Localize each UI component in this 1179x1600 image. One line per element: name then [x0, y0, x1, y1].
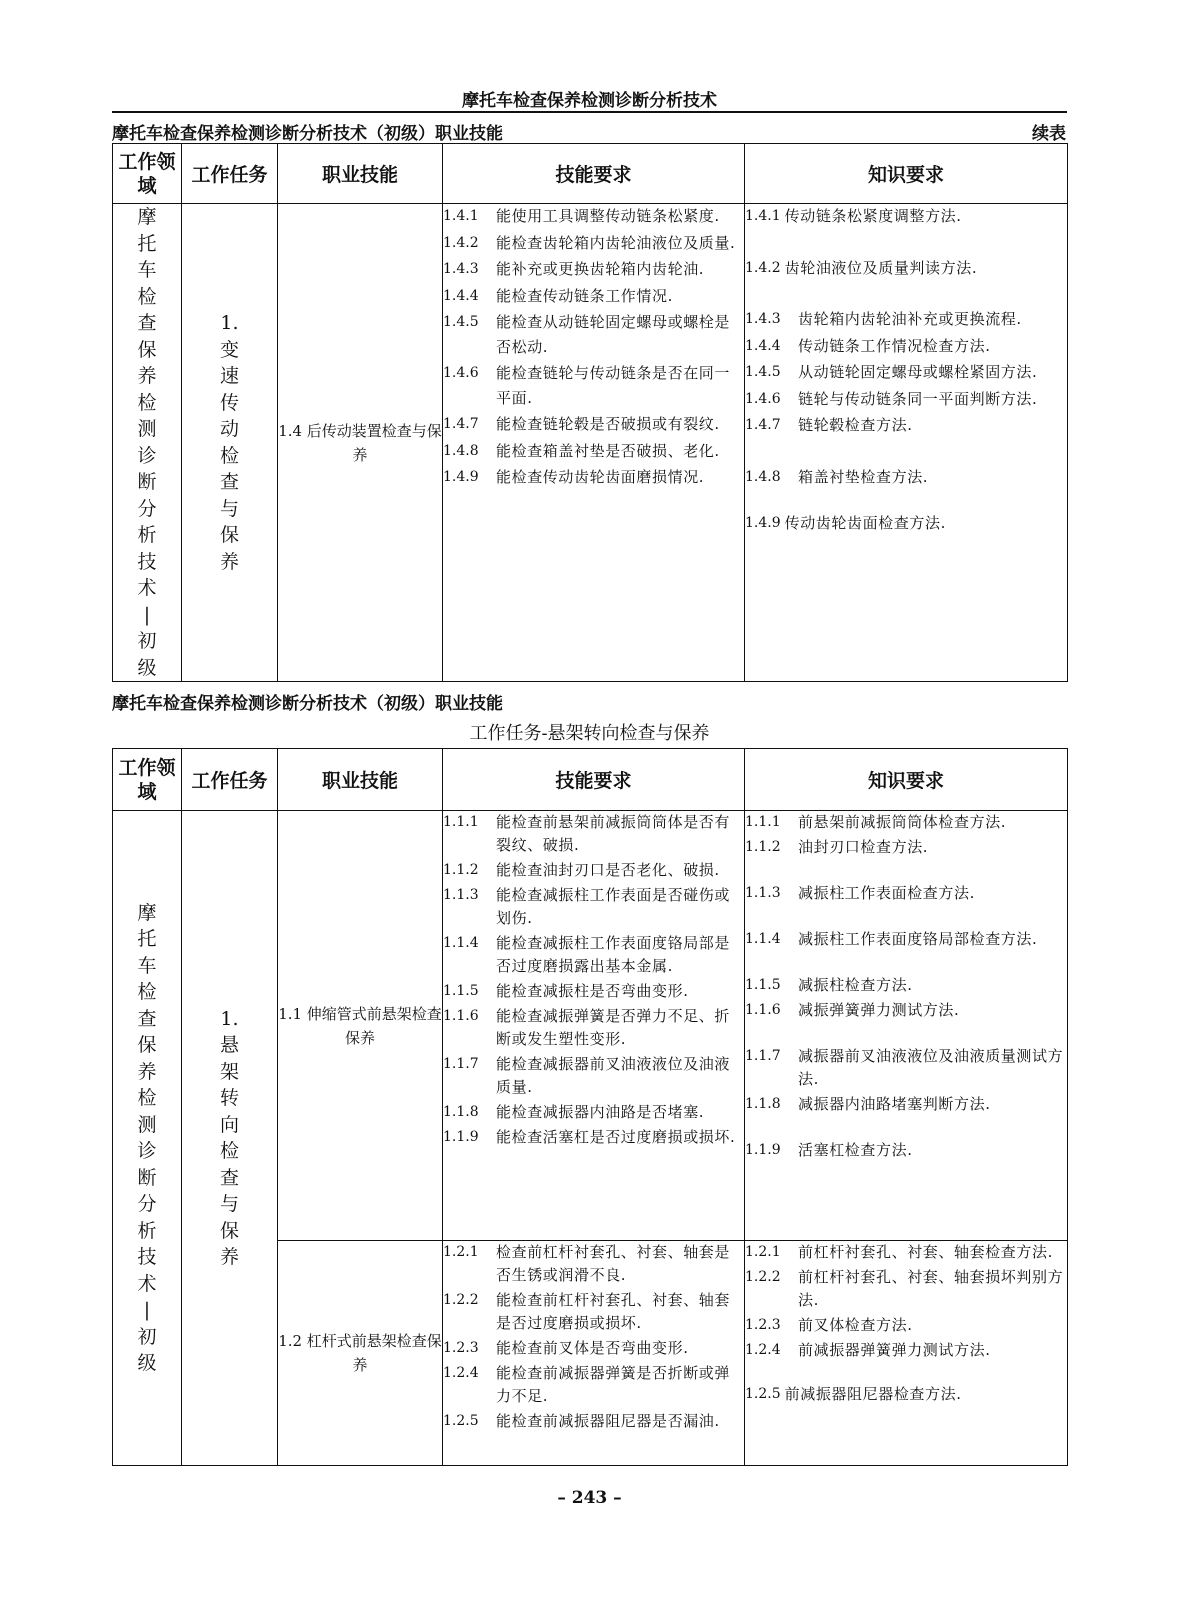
col-header-domain: 工作领域 — [113, 144, 182, 204]
list-item: 1.4.7 链轮毂检查方法. — [745, 416, 913, 434]
list-item: 1.2.1 前杠杆衬套孔、衬套、轴套检查方法. — [745, 1243, 1053, 1261]
list-item: 1.4.1 能使用工具调整传动链条松紧度. — [443, 207, 720, 225]
list-item: 1.1.3 减振柱工作表面检查方法. — [745, 884, 975, 902]
list-item: 1.2.3 能检查前叉体是否弯曲变形. — [443, 1339, 689, 1357]
list-item: 1.2.4 前减振器弹簧弹力测试方法. — [745, 1341, 991, 1359]
skill-requirements-cell — [443, 204, 745, 682]
task-cell: 1. 悬 架 转 向 检 查 与 保 养 — [182, 811, 278, 1466]
list-item: 1.4.5 能检查从动链轮固定螺母或螺栓是否松动. — [443, 313, 731, 356]
skill-requirements-cell — [443, 1241, 745, 1466]
list-item: 1.4.1 传动链条松紧度调整方法. — [745, 207, 962, 225]
list-item: 1.4.6 链轮与传动链条同一平面判断方法. — [745, 389, 1038, 408]
list-item: 1.4.5 从动链轮固定螺母或螺栓紧固方法. — [745, 363, 1038, 381]
skill-cell: 1.2 杠杆式前悬架检查保养 — [278, 1241, 443, 1466]
knowledge-requirements-cell — [745, 204, 1068, 682]
col-header-knowledge-req: 知识要求 — [745, 749, 1068, 811]
col-header-skill-req: 技能要求 — [443, 144, 745, 204]
col-header-skill-req: 技能要求 — [443, 749, 745, 811]
table1-row — [113, 204, 1068, 682]
list-item: 1.4.2 齿轮油液位及质量判读方法. — [745, 258, 978, 277]
domain-cell: 摩 托 车 检 查 保 养 检 测 诊 断 分 析 技 术 | 初 级 — [113, 204, 182, 682]
list-item: 1.1.2 油封刃口检查方法. — [745, 838, 929, 856]
list-item: 1.4.4 能检查传动链条工作情况. — [443, 286, 673, 305]
table2-subtitle: 工作任务-悬架转向检查与保养 — [469, 723, 710, 744]
list-item: 1.4.9 能检查传动齿轮齿面磨损情况. — [443, 468, 705, 486]
list-item: 1.1.1 前悬架前减振筒筒体检查方法. — [745, 813, 1007, 831]
table1-title: 摩托车检查保养检测诊断分析技术（初级）职业技能 — [112, 124, 503, 144]
skill-cell: 1.4 后传动装置检查与保养 — [278, 204, 443, 682]
list-item: 1.4.2 能检查齿轮箱内齿轮油液位及质量. — [443, 233, 736, 252]
list-item: 1.1.8 减振器内油路堵塞判断方法. — [745, 1095, 991, 1113]
col-header-knowledge-req: 知识要求 — [745, 144, 1068, 204]
header-rule — [112, 111, 1067, 113]
list-item: 1.2.2 能检查前杠杆衬套孔、衬套、轴套是否过度磨损或损坏. — [443, 1291, 731, 1332]
list-item: 1.1.8 能检查减振器内油路是否堵塞. — [443, 1103, 705, 1121]
list-item: 1.4.3 齿轮箱内齿轮油补充或更换流程. — [745, 310, 1022, 328]
list-item: 1.1.7 能检查减振器前叉油液液位及油液质量. — [443, 1055, 731, 1096]
table1-header-row — [113, 144, 1068, 204]
list-item: 1.4.8 能检查箱盖衬垫是否破损、老化. — [443, 441, 720, 460]
list-item: 1.4.7 能检查链轮毂是否破损或有裂纹. — [443, 415, 720, 433]
list-item: 1.4.8 箱盖衬垫检查方法. — [745, 467, 929, 486]
table2-title: 摩托车检查保养检测诊断分析技术（初级）职业技能 — [112, 694, 503, 714]
list-item: 1.2.1 检查前杠杆衬套孔、衬套、轴套是否生锈或润滑不良. — [443, 1243, 731, 1284]
knowledge-requirements-cell — [745, 811, 1068, 1241]
list-item: 1.2.5 前减振器阻尼器检查方法. — [745, 1385, 962, 1403]
list-item: 1.1.2 能检查油封刃口是否老化、破损. — [443, 861, 720, 879]
list-item: 1.2.5 能检查前减振器阻尼器是否漏油. — [443, 1412, 720, 1430]
list-item: 1.2.2 前杠杆衬套孔、衬套、轴套损坏判别方法. — [745, 1268, 1064, 1309]
skills-table-2 — [112, 748, 1068, 1466]
list-item: 1.1.6 减振弹簧弹力测试方法. — [745, 1001, 960, 1019]
list-item: 1.1.4 能检查减振柱工作表面度铬局部是否过度磨损露出基本金属. — [443, 934, 731, 975]
table2-header-row — [113, 749, 1068, 811]
domain-cell: 摩 托 车 检 查 保 养 检 测 诊 断 分 析 技 术 | 初 级 — [113, 811, 182, 1466]
list-item: 1.4.6 能检查链轮与传动链条是否在同一平面. — [443, 364, 731, 407]
skills-table-1 — [112, 143, 1068, 682]
continued-label: 续表 — [1032, 124, 1066, 144]
list-item: 1.4.3 能补充或更换齿轮箱内齿轮油. — [443, 260, 705, 278]
col-header-skill: 职业技能 — [278, 144, 443, 204]
list-item: 1.1.9 能检查活塞杠是否过度磨损或损坏. — [443, 1128, 736, 1146]
list-item: 1.1.1 能检查前悬架前减振筒筒体是否有裂纹、破损. — [443, 813, 731, 854]
list-item: 1.4.4 传动链条工作情况检查方法. — [745, 336, 991, 355]
task-cell: 1. 变 速 传 动 检 查 与 保 养 — [182, 204, 278, 682]
knowledge-requirements-cell — [745, 1241, 1068, 1466]
col-header-domain: 工作领域 — [113, 749, 182, 811]
col-header-skill: 职业技能 — [278, 749, 443, 811]
list-item: 1.1.4 减振柱工作表面度铬局部检查方法. — [745, 930, 1038, 948]
list-item: 1.1.5 能检查减振柱是否弯曲变形. — [443, 982, 689, 1000]
col-header-task: 工作任务 — [182, 144, 278, 204]
list-item: 1.1.9 活塞杠检查方法. — [745, 1141, 913, 1159]
list-item: 1.2.3 前叉体检查方法. — [745, 1316, 913, 1334]
running-header: 摩托车检查保养检测诊断分析技术 — [462, 91, 717, 111]
list-item: 1.1.6 能检查减振弹簧是否弹力不足、折断或发生塑性变形. — [443, 1007, 731, 1048]
list-item: 1.1.5 减振柱检查方法. — [745, 976, 913, 994]
list-item: 1.4.9 传动齿轮齿面检查方法. — [745, 514, 946, 532]
page-number: – 243 – — [557, 1488, 622, 1508]
skill-cell: 1.1 伸缩管式前悬架检查保养 — [278, 811, 443, 1241]
list-item: 1.1.7 减振器前叉油液液位及油液质量测试方法. — [745, 1047, 1064, 1088]
list-item: 1.2.4 能检查前减振器弹簧是否折断或弹力不足. — [443, 1364, 731, 1405]
list-item: 1.1.3 能检查减振柱工作表面是否碰伤或划伤. — [443, 886, 731, 927]
col-header-task: 工作任务 — [182, 749, 278, 811]
table2-row-1 — [113, 811, 1068, 1241]
skill-requirements-cell — [443, 811, 745, 1241]
